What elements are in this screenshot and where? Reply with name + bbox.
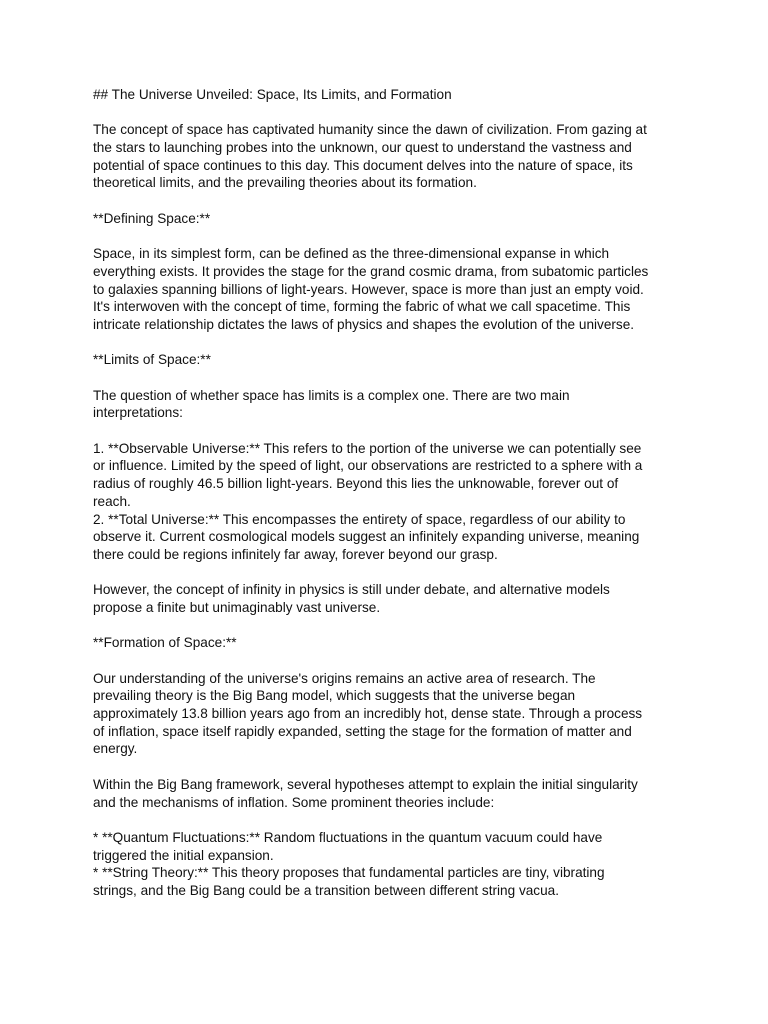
formation-paragraph <box>93 670 683 758</box>
text-line: theoretical limits, and the prevailing theories about its formation. <box>93 175 477 191</box>
paragraph-gap <box>93 228 683 246</box>
text-line: interpretations: <box>93 405 183 421</box>
section-heading-formation-of-space: **Formation of Space:** <box>93 635 237 651</box>
text-line: everything exists. It provides the stage for the grand cosmic drama, from subatomic particles <box>93 263 649 279</box>
list-item-line: 1. **Observable Universe:** This refers to the portion of the universe we can potentially see <box>93 440 642 456</box>
list-item-line: * **String Theory:** This theory proposes that fundamental particles are tiny, vibrating <box>93 865 605 881</box>
text-line: propose a finite but unimaginably vast universe. <box>93 599 381 615</box>
text-line: intricate relationship dictates the laws of physics and shapes the evolution of the universe. <box>93 316 635 332</box>
document-body <box>93 86 683 900</box>
paragraph-gap <box>93 369 683 387</box>
limits-intro-paragraph <box>93 387 683 422</box>
list-item-line: * **Quantum Fluctuations:** Random fluctuations in the quantum vacuum could have <box>93 829 603 845</box>
paragraph-gap <box>93 192 683 210</box>
list-item-line: or influence. Limited by the speed of light, our observations are restricted to a sphere with a <box>93 458 643 474</box>
paragraph-gap <box>93 758 683 776</box>
paragraph-gap <box>93 334 683 352</box>
list-item-line: observe it. Current cosmological models suggest an infinitely expanding universe, meaning <box>93 529 640 545</box>
paragraph-gap <box>93 422 683 440</box>
limits-list <box>93 440 683 564</box>
paragraph-gap <box>93 564 683 582</box>
paragraph-gap <box>93 617 683 635</box>
text-line: approximately 13.8 billion years ago from an incredibly hot, dense state. Through a process <box>93 706 643 722</box>
defining-space-paragraph <box>93 245 683 333</box>
text-line: Space, in its simplest form, can be defined as the three-dimensional expanse in which <box>93 246 610 262</box>
text-line: of inflation, space itself rapidly expanded, setting the stage for the formation of matter and <box>93 723 632 739</box>
document-title: ## The Universe Unveiled: Space, Its Limits, and Formation <box>93 87 452 102</box>
text-line: the stars to launching probes into the unknown, our quest to understand the vastness and <box>93 140 632 156</box>
text-line: and the mechanisms of inflation. Some prominent theories include: <box>93 794 495 810</box>
list-item-line: strings, and the Big Bang could be a transition between different string vacua. <box>93 882 560 898</box>
text-line: The question of whether space has limits is a complex one. There are two main <box>93 387 570 403</box>
paragraph-gap <box>93 652 683 670</box>
text-line: Our understanding of the universe's origins remains an active area of research. The <box>93 670 596 686</box>
text-line: to galaxies spanning billions of light-years. However, space is more than just an empty void. <box>93 281 644 297</box>
theories-list <box>93 829 683 900</box>
list-item-line: reach. <box>93 493 131 509</box>
text-line: Within the Big Bang framework, several hypotheses attempt to explain the initial singularity <box>93 776 638 792</box>
text-line: energy. <box>93 741 138 757</box>
paragraph-gap <box>93 104 683 122</box>
section-heading-defining-space: **Defining Space:** <box>93 210 211 226</box>
text-line: However, the concept of infinity in physics is still under debate, and alternative models <box>93 582 610 598</box>
list-item-line: there could be regions infinitely far away, forever beyond our grasp. <box>93 546 498 562</box>
text-line: potential of space continues to this day. This document delves into the nature of space, its <box>93 157 633 173</box>
list-item-line: radius of roughly 46.5 billion light-years. Beyond this lies the unknowable, forever out of <box>93 476 619 492</box>
text-line: The concept of space has captivated humanity since the dawn of civilization. From gazing at <box>93 122 647 138</box>
text-line: It's interwoven with the concept of time, forming the fabric of what we call spacetime. This <box>93 299 631 315</box>
limits-after-paragraph <box>93 581 683 616</box>
bigbang-intro-paragraph <box>93 776 683 811</box>
intro-paragraph <box>93 121 683 192</box>
list-item-line: 2. **Total Universe:** This encompasses the entirety of space, regardless of our ability to <box>93 511 626 527</box>
paragraph-gap <box>93 811 683 829</box>
section-heading-limits-of-space: **Limits of Space:** <box>93 352 211 368</box>
list-item-line: triggered the initial expansion. <box>93 847 274 863</box>
text-line: prevailing theory is the Big Bang model, which suggests that the universe began <box>93 688 576 704</box>
